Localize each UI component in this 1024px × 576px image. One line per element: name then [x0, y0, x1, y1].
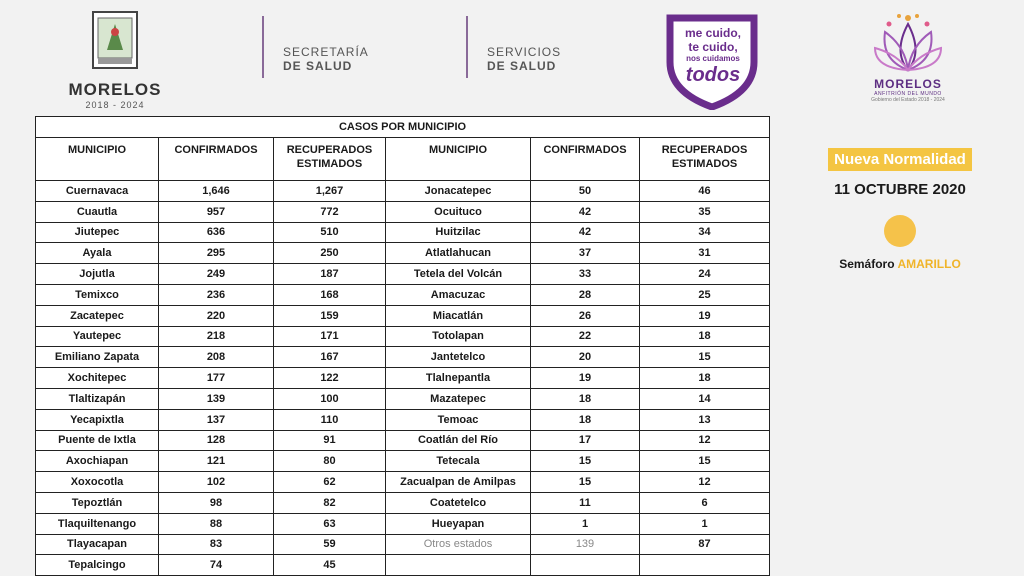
confirmados-cell: 220	[159, 305, 274, 326]
confirmados-cell: 22	[531, 326, 640, 347]
recuperados-cell: 12	[640, 472, 770, 493]
municipio-cell: Temoac	[386, 409, 531, 430]
confirmados-cell: 19	[531, 368, 640, 389]
confirmados-cell: 18	[531, 388, 640, 409]
column-header: CONFIRMADOS	[531, 138, 640, 181]
municipio-cell: Tlaltizapán	[36, 388, 159, 409]
header	[0, 0, 1024, 115]
recuperados-cell: 12	[640, 430, 770, 451]
municipio-cell: Xochitepec	[36, 368, 159, 389]
secretaria-salud	[283, 45, 369, 73]
municipio-cell: Tetela del Volcán	[386, 264, 531, 285]
recuperados-cell: 35	[640, 201, 770, 222]
municipio-cell: Coatetelco	[386, 492, 531, 513]
confirmados-cell: 20	[531, 347, 640, 368]
recuperados-cell: 168	[274, 284, 386, 305]
municipio-cell: Tlayacapan	[36, 534, 159, 555]
municipio-cell: Tlalnepantla	[386, 368, 531, 389]
recuperados-cell: 122	[274, 368, 386, 389]
confirmados-cell: 50	[531, 181, 640, 202]
confirmados-cell: 236	[159, 284, 274, 305]
recuperados-cell: 14	[640, 388, 770, 409]
municipio-cell: Xoxocotla	[36, 472, 159, 493]
recuperados-cell: 100	[274, 388, 386, 409]
table-row	[36, 492, 770, 513]
campaign-line3: nos cuidamos	[686, 54, 740, 63]
recuperados-cell	[640, 555, 770, 576]
table-row	[36, 326, 770, 347]
confirmados-cell: 137	[159, 409, 274, 430]
state-shield-icon	[91, 10, 139, 72]
recuperados-cell: 187	[274, 264, 386, 285]
table-row	[36, 409, 770, 430]
recuperados-cell: 110	[274, 409, 386, 430]
recuperados-cell: 25	[640, 284, 770, 305]
lotus-flower-icon	[873, 12, 943, 72]
recuperados-cell: 24	[640, 264, 770, 285]
recuperados-cell: 13	[640, 409, 770, 430]
column-header: RECUPERADOS ESTIMADOS	[274, 138, 386, 181]
table-row	[36, 555, 770, 576]
column-header: RECUPERADOS ESTIMADOS	[640, 138, 770, 181]
dept1-line1: SECRETARÍA	[283, 45, 369, 59]
confirmados-cell: 295	[159, 243, 274, 264]
confirmados-cell: 1	[531, 513, 640, 534]
municipio-cell: Cuautla	[36, 201, 159, 222]
confirmados-cell: 636	[159, 222, 274, 243]
table-row	[36, 305, 770, 326]
confirmados-cell: 102	[159, 472, 274, 493]
campaign-line1: me cuido,	[684, 26, 741, 40]
recuperados-cell: 46	[640, 181, 770, 202]
table-row	[36, 201, 770, 222]
confirmados-cell: 11	[531, 492, 640, 513]
municipio-cell: Jiutepec	[36, 222, 159, 243]
municipio-cell: Emiliano Zapata	[36, 347, 159, 368]
confirmados-cell: 139	[159, 388, 274, 409]
table-row	[36, 472, 770, 493]
semaforo-label: Semáforo	[839, 257, 895, 271]
municipio-cell: Jonacatepec	[386, 181, 531, 202]
municipio-cell: Ayala	[36, 243, 159, 264]
confirmados-cell: 1,646	[159, 181, 274, 202]
table-row	[36, 347, 770, 368]
recuperados-cell: 18	[640, 368, 770, 389]
municipio-cell: Jantetelco	[386, 347, 531, 368]
campaign-line4: todos	[685, 64, 741, 86]
semaforo-status	[800, 257, 1000, 271]
dept1-line2: DE SALUD	[283, 59, 353, 73]
confirmados-cell: 249	[159, 264, 274, 285]
recuperados-cell: 15	[640, 451, 770, 472]
table-row	[36, 430, 770, 451]
recuperados-cell: 62	[274, 472, 386, 493]
municipio-cell	[386, 555, 531, 576]
municipio-cell: Cuernavaca	[36, 181, 159, 202]
confirmados-cell: 42	[531, 201, 640, 222]
municipio-cell: Coatlán del Río	[386, 430, 531, 451]
status-panel	[800, 148, 1000, 271]
table-header-row	[36, 138, 770, 181]
recuperados-cell: 80	[274, 451, 386, 472]
municipio-cell: Zacualpan de Amilpas	[386, 472, 531, 493]
confirmados-cell: 957	[159, 201, 274, 222]
recuperados-cell: 87	[640, 534, 770, 555]
municipio-cell: Tlaquiltenango	[36, 513, 159, 534]
recuperados-cell: 250	[274, 243, 386, 264]
cases-table	[35, 116, 769, 576]
table-title: CASOS POR MUNICIPIO	[36, 117, 770, 138]
government-logo	[860, 12, 956, 103]
municipio-cell: Atlatlahucan	[386, 243, 531, 264]
gov-small: Gobierno del Estado 2018 - 2024	[871, 97, 945, 103]
municipio-cell: Mazatepec	[386, 388, 531, 409]
table-row	[36, 513, 770, 534]
municipio-cell: Tepalcingo	[36, 555, 159, 576]
recuperados-cell: 1,267	[274, 181, 386, 202]
confirmados-cell: 42	[531, 222, 640, 243]
recuperados-cell: 63	[274, 513, 386, 534]
recuperados-cell: 91	[274, 430, 386, 451]
table-row	[36, 368, 770, 389]
recuperados-cell: 19	[640, 305, 770, 326]
recuperados-cell: 59	[274, 534, 386, 555]
dept2-line1: SERVICIOS	[487, 45, 562, 59]
confirmados-cell: 88	[159, 513, 274, 534]
state-years: 2018 - 2024	[85, 100, 145, 110]
recuperados-cell: 510	[274, 222, 386, 243]
confirmados-cell: 177	[159, 368, 274, 389]
recuperados-cell: 772	[274, 201, 386, 222]
municipio-cell: Hueyapan	[386, 513, 531, 534]
recuperados-cell: 167	[274, 347, 386, 368]
confirmados-cell: 139	[531, 534, 640, 555]
recuperados-cell: 34	[640, 222, 770, 243]
state-logo	[60, 10, 170, 110]
confirmados-cell: 33	[531, 264, 640, 285]
confirmados-cell: 121	[159, 451, 274, 472]
municipio-cell: Yecapixtla	[36, 409, 159, 430]
confirmados-cell: 18	[531, 409, 640, 430]
table-row	[36, 181, 770, 202]
confirmados-cell: 37	[531, 243, 640, 264]
table-row	[36, 264, 770, 285]
campaign-line2: te cuido,	[688, 40, 738, 54]
municipio-cell: Puente de Ixtla	[36, 430, 159, 451]
table-row	[36, 534, 770, 555]
confirmados-cell	[531, 555, 640, 576]
semaforo-indicator-icon	[884, 215, 916, 247]
confirmados-cell: 74	[159, 555, 274, 576]
recuperados-cell: 31	[640, 243, 770, 264]
column-header: CONFIRMADOS	[159, 138, 274, 181]
municipio-cell: Zacatepec	[36, 305, 159, 326]
confirmados-cell: 15	[531, 472, 640, 493]
confirmados-cell: 26	[531, 305, 640, 326]
dept2-line2: DE SALUD	[487, 59, 557, 73]
recuperados-cell: 1	[640, 513, 770, 534]
confirmados-cell: 28	[531, 284, 640, 305]
column-header: MUNICIPIO	[36, 138, 159, 181]
campaign-logo	[662, 12, 762, 110]
recuperados-cell: 18	[640, 326, 770, 347]
state-name: MORELOS	[68, 80, 162, 99]
municipio-cell: Amacuzac	[386, 284, 531, 305]
recuperados-cell: 15	[640, 347, 770, 368]
header-divider	[262, 16, 264, 78]
municipio-cell: Temixco	[36, 284, 159, 305]
municipio-cell: Jojutla	[36, 264, 159, 285]
gov-name: MORELOS	[874, 77, 942, 91]
municipio-cell: Otros estados	[386, 534, 531, 555]
table-row	[36, 243, 770, 264]
recuperados-cell: 45	[274, 555, 386, 576]
confirmados-cell: 218	[159, 326, 274, 347]
table-row	[36, 222, 770, 243]
recuperados-cell: 6	[640, 492, 770, 513]
table-row	[36, 388, 770, 409]
municipio-cell: Huitzilac	[386, 222, 531, 243]
municipio-cell: Yautepec	[36, 326, 159, 347]
municipio-cell: Ocuituco	[386, 201, 531, 222]
municipio-cell: Tepoztlán	[36, 492, 159, 513]
recuperados-cell: 159	[274, 305, 386, 326]
semaforo-value: AMARILLO	[897, 257, 961, 271]
confirmados-cell: 208	[159, 347, 274, 368]
campaign-text	[676, 26, 750, 86]
nueva-normalidad-badge: Nueva Normalidad	[828, 148, 972, 171]
confirmados-cell: 128	[159, 430, 274, 451]
table-row	[36, 284, 770, 305]
table-row	[36, 451, 770, 472]
recuperados-cell: 171	[274, 326, 386, 347]
header-divider	[466, 16, 468, 78]
municipio-cell: Axochiapan	[36, 451, 159, 472]
confirmados-cell: 83	[159, 534, 274, 555]
servicios-salud	[487, 45, 561, 73]
municipio-cell: Totolapan	[386, 326, 531, 347]
confirmados-cell: 98	[159, 492, 274, 513]
gov-sub: ANFITRIÓN DEL MUNDO	[874, 91, 942, 97]
municipio-cell: Miacatlán	[386, 305, 531, 326]
report-date: 11 OCTUBRE 2020	[834, 181, 966, 198]
column-header: MUNICIPIO	[386, 138, 531, 181]
confirmados-cell: 17	[531, 430, 640, 451]
recuperados-cell: 82	[274, 492, 386, 513]
municipio-cell: Tetecala	[386, 451, 531, 472]
confirmados-cell: 15	[531, 451, 640, 472]
